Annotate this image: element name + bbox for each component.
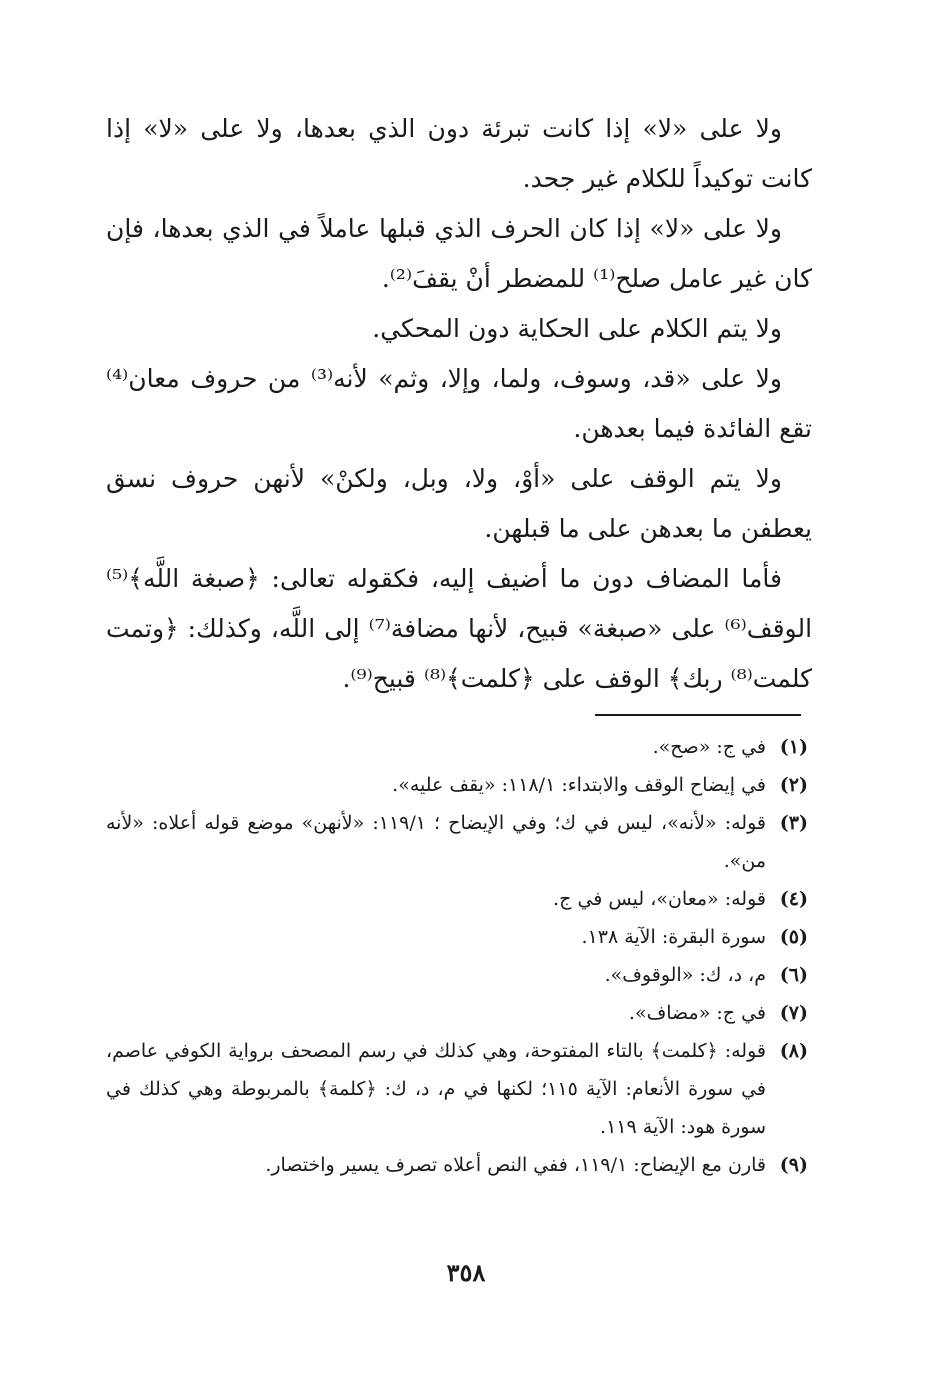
footnote — [106, 1032, 808, 1146]
footnote-text: قوله: «معان»، ليس في ج. — [553, 888, 766, 910]
footnote-number: (٤) — [779, 888, 808, 910]
footnote — [106, 994, 808, 1032]
footnote — [106, 956, 808, 994]
footnote-text: قوله: «لأنه»، ليس في ك؛ وفي الإيضاح ؛ ١١٩/١: «لأنهن» موضع قوله أعلاه: «لأنه من». — [106, 812, 766, 872]
footnotes — [106, 728, 808, 1184]
footnote — [106, 918, 808, 956]
footnote-number: (٢) — [779, 774, 808, 796]
footnote-number: (٦) — [779, 964, 808, 986]
footnote-text: في إيضاح الوقف والابتداء: ١١٨/١: «يقف عليه». — [392, 774, 766, 796]
footnote-divider — [595, 714, 801, 716]
footnote-text: في ج: «مضاف». — [628, 1002, 766, 1024]
footnote-number: (٧) — [779, 1002, 808, 1024]
footnote-text: قارن مع الإيضاح: ١١٩/١، ففي النص أعلاه تصرف يسير واختصار. — [265, 1154, 766, 1176]
paragraph: ولا على «لا» إذا كان الحرف الذي قبلها عاملاً في الذي بعدها، فإن كان غير عامل صلح⁽¹⁾ للمضطر أنْ يقفَ⁽²⁾. — [106, 214, 812, 293]
footnote-number: (١) — [779, 736, 808, 758]
footnote-text: في ج: «صح». — [652, 736, 766, 758]
footnote — [106, 766, 808, 804]
footnote-number: (٣) — [779, 812, 808, 834]
footnote-text: سورة البقرة: الآية ١٣٨. — [581, 926, 766, 948]
footnote-number: (٩) — [779, 1154, 808, 1176]
footnote — [106, 804, 808, 880]
paragraph: ولا على «قد، وسوف، ولما، وإلا، وثم» لأنه⁽³⁾ من حروف معان⁽⁴⁾ تقع الفائدة فيما بعدهن. — [106, 364, 812, 443]
footnote-number: (٨) — [779, 1040, 808, 1062]
footnote-text: قوله: ﴿كلمت﴾ بالتاء المفتوحة، وهي كذلك في رسم المصحف برواية الكوفي عاصم، في سورة الأنعام: الآية ١١٥؛ لكنها في م، د، ك: ﴿كلمة﴾ بالمربوطة وهي كذلك في سورة هود: الآية ١١٩. — [106, 1040, 766, 1138]
footnote — [106, 728, 808, 766]
footnote-number: (٥) — [779, 926, 808, 948]
page-number: ٣٥٨ — [446, 1258, 486, 1287]
paragraph: فأما المضاف دون ما أضيف إليه، فكقوله تعالى: ﴿صبغة اللَّه﴾⁽⁵⁾ الوقف⁽⁶⁾ على «صبغة» قبيح، لأنها مضافة⁽⁷⁾ إلى اللَّه، وكذلك: ﴿وتمت كلمت⁽⁸⁾ ربك﴾ الوقف على ﴿كلمت﴾⁽⁸⁾ قبيح⁽⁹⁾. — [106, 564, 813, 693]
paragraph: ولا على «لا» إذا كانت تبرئة دون الذي بعدها، ولا على «لا» إذا كانت توكيداً للكلام غير جحد. — [106, 114, 812, 193]
footnote-text: م، د، ك: «الوقوف». — [604, 964, 766, 986]
main-text — [106, 104, 812, 704]
paragraph: ولا يتم الكلام على الحكاية دون المحكي. — [372, 314, 782, 343]
paragraph: ولا يتم الوقف على «أوْ، ولا، وبل، ولكنْ» لأنهن حروف نسق يعطفن ما بعدهن على ما قبلهن. — [106, 464, 812, 543]
footnote — [106, 1146, 808, 1184]
footnote — [106, 880, 808, 918]
